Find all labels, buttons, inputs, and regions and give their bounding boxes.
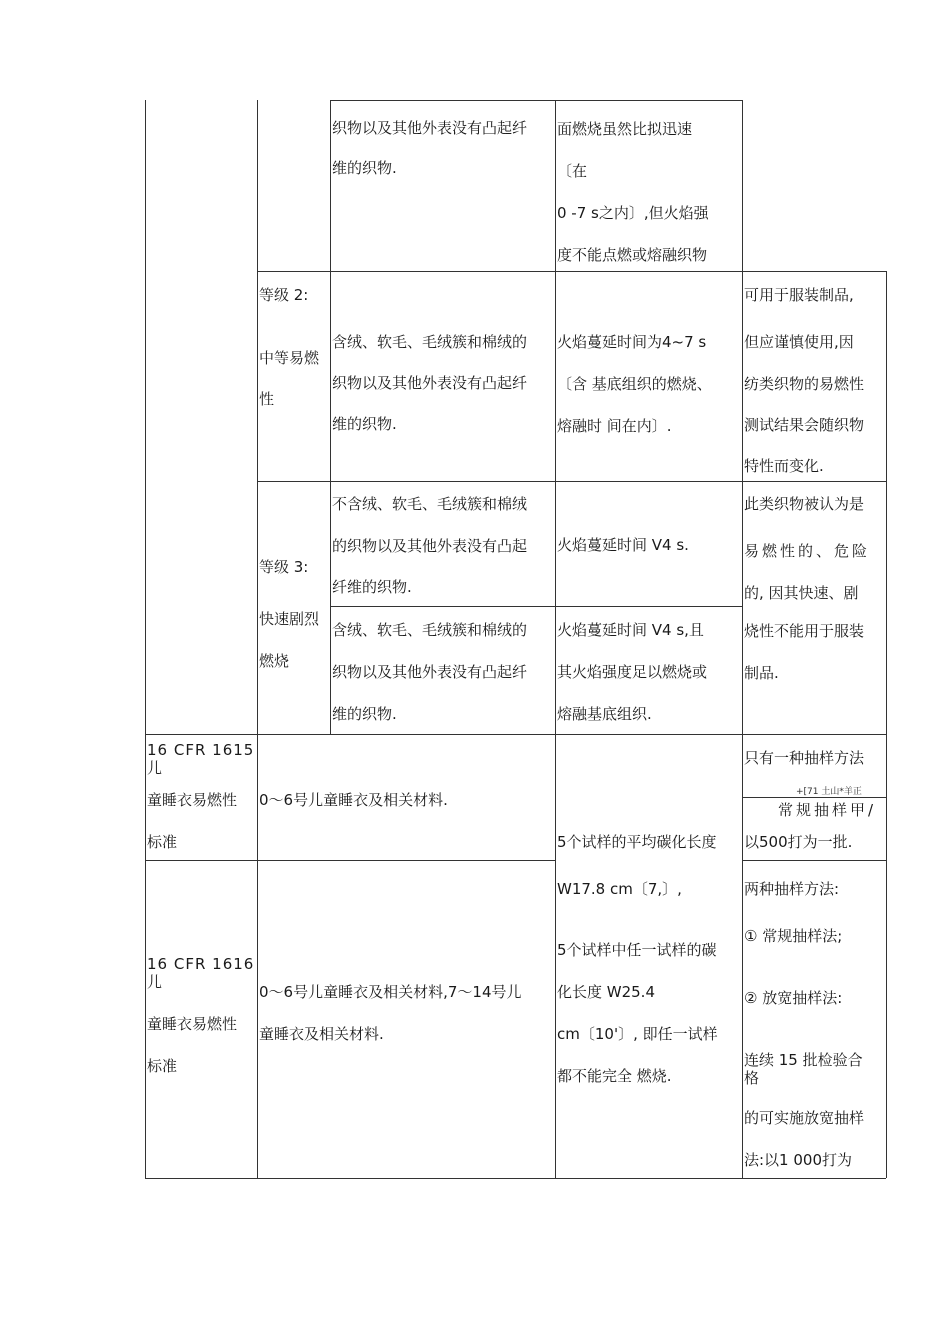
cfr1615-sampling-line: 常规抽样甲/ xyxy=(778,801,877,819)
cfr1616-sampling-line: ① 常规抽样法; xyxy=(744,927,843,945)
grade3-label: 快速剧烈 xyxy=(259,610,320,628)
grade3-note-line: 烧性不能用于服装 xyxy=(744,622,865,640)
grid-line xyxy=(145,1178,886,1179)
grade3-desc-b-line: 织物以及其他外表没有凸起纤 xyxy=(332,663,528,681)
grade3-label: 燃烧 xyxy=(259,652,290,670)
shared-result-line: cm〔10'〕, 即任一试样 xyxy=(557,1025,718,1043)
shared-result-line: 5个试样中任一试样的碳 xyxy=(557,941,717,959)
top-result-line: 0 -7 s之内〕,但火焰强 xyxy=(557,204,709,222)
grid-line xyxy=(330,100,331,735)
cfr1616-sampling-line: ② 放宽抽样法: xyxy=(744,989,843,1007)
cfr1616-sampling-line: 两种抽样方法: xyxy=(744,880,840,898)
grid-line xyxy=(257,481,886,482)
top-desc-line: 维的织物. xyxy=(332,159,397,177)
cfr1616-std-line: 16 CFR 1616 xyxy=(147,955,255,973)
cfr1616-sampling-line: 法:以1 000打为 xyxy=(744,1151,852,1169)
cfr1616-std-line: 儿 xyxy=(147,973,163,991)
cfr1615-sampling-line: 只有一种抽样方法 xyxy=(744,749,865,767)
grade2-note-line: 但应谨慎使用,因 xyxy=(744,333,854,351)
shared-result-line: 化长度 W25.4 xyxy=(557,983,655,1001)
grade3-desc-b-line: 含绒、软毛、毛绒簇和棉绒的 xyxy=(332,621,528,639)
cfr1615-std-line: 标准 xyxy=(147,833,178,851)
cfr1616-sampling-line: 的可实施放宽抽样 xyxy=(744,1109,865,1127)
grade3-result-b-line: 其火焰强度足以燃烧或 xyxy=(557,663,708,681)
small-mark: +[71 土山*羊正 xyxy=(796,787,862,797)
grid-line xyxy=(742,100,743,1178)
grade2-note-line: 可用于服装制品, xyxy=(744,286,854,304)
shared-result-line: 都不能完全 燃烧. xyxy=(557,1067,672,1085)
grade2-label: 等级 2: xyxy=(259,286,309,304)
grade2-note-line: 纺类织物的易燃性 xyxy=(744,375,865,393)
top-result-line: 面燃烧虽然比拟迅速 xyxy=(557,120,693,138)
grade3-result-b-line: 熔融基底组织. xyxy=(557,705,652,723)
grade3-desc-a-line: 纤维的织物. xyxy=(332,578,412,596)
top-desc-line: 织物以及其他外表没有凸起纤 xyxy=(332,119,528,137)
cfr1616-std-line: 童睡衣易燃性 xyxy=(147,1015,238,1033)
grade2-result-line: 火焰蔓延时间为4~7 s xyxy=(557,333,707,351)
cfr1615-std-line: 16 CFR 1615 xyxy=(147,741,255,759)
grade3-result-a: 火焰蔓延时间 V4 s. xyxy=(557,536,689,554)
grid-line xyxy=(145,860,555,861)
cfr1616-sampling-line: 连续 15 批检验合 xyxy=(744,1051,863,1069)
grade2-label: 性 xyxy=(259,390,275,408)
top-result-line: 〔在 xyxy=(557,162,588,180)
grade2-note-line: 特性而变化. xyxy=(744,457,824,475)
grid-line xyxy=(257,100,258,1178)
cfr1616-sampling-line: 格 xyxy=(744,1069,760,1087)
grid-line xyxy=(257,271,886,272)
grade3-desc-a-line: 不含绒、软毛、毛绒簇和棉绒 xyxy=(332,495,528,513)
grid-line xyxy=(555,100,556,1178)
cfr1615-scope: 0〜6号儿童睡衣及相关材料. xyxy=(259,791,448,809)
grade3-label: 等级 3: xyxy=(259,558,309,576)
grade3-note-line: 易燃性的、危险 xyxy=(744,542,871,560)
grid-line xyxy=(330,606,742,607)
cfr1616-std-line: 标准 xyxy=(147,1057,178,1075)
grade2-result-line: 〔含 基底组织的燃烧、 xyxy=(557,375,712,393)
grade3-desc-b-line: 维的织物. xyxy=(332,705,397,723)
grade3-note-line: 的, 因其快速、剧 xyxy=(744,584,859,602)
cfr1615-std-line: 童睡衣易燃性 xyxy=(147,791,238,809)
grade2-desc-line: 维的织物. xyxy=(332,415,397,433)
grade3-note-line: 此类织物被认为是 xyxy=(744,495,865,513)
grid-line xyxy=(742,860,886,861)
shared-result-line: W17.8 cm〔7,〕, xyxy=(557,880,682,898)
top-result-line: 度不能点燃或熔融织物 xyxy=(557,246,708,264)
grid-line xyxy=(886,271,887,1178)
shared-result-line: 5个试样的平均碳化长度 xyxy=(557,833,717,851)
grade2-label: 中等易燃 xyxy=(259,349,320,367)
cfr1615-std-line: 儿 xyxy=(147,759,163,777)
cfr1616-scope-line: 0〜6号儿童睡衣及相关材料,7〜14号儿 xyxy=(259,983,522,1001)
grade3-result-b-line: 火焰蔓延时间 V4 s,且 xyxy=(557,621,704,639)
grade3-note-line: 制品. xyxy=(744,664,779,682)
grade2-desc-line: 含绒、软毛、毛绒簇和棉绒的 xyxy=(332,333,528,351)
grid-line xyxy=(145,100,146,1178)
grade2-desc-line: 织物以及其他外表没有凸起纤 xyxy=(332,374,528,392)
grid-line xyxy=(742,797,886,798)
grid-line xyxy=(145,734,886,735)
cfr1615-sampling-line: 以500打为一批. xyxy=(744,833,853,851)
grade2-result-line: 熔融时 间在内〕. xyxy=(557,417,672,435)
grid-line xyxy=(330,100,742,101)
grade2-note-line: 测试结果会随织物 xyxy=(744,416,865,434)
cfr1616-scope-line: 童睡衣及相关材料. xyxy=(259,1025,384,1043)
grade3-desc-a-line: 的织物以及其他外表没有凸起 xyxy=(332,537,528,555)
